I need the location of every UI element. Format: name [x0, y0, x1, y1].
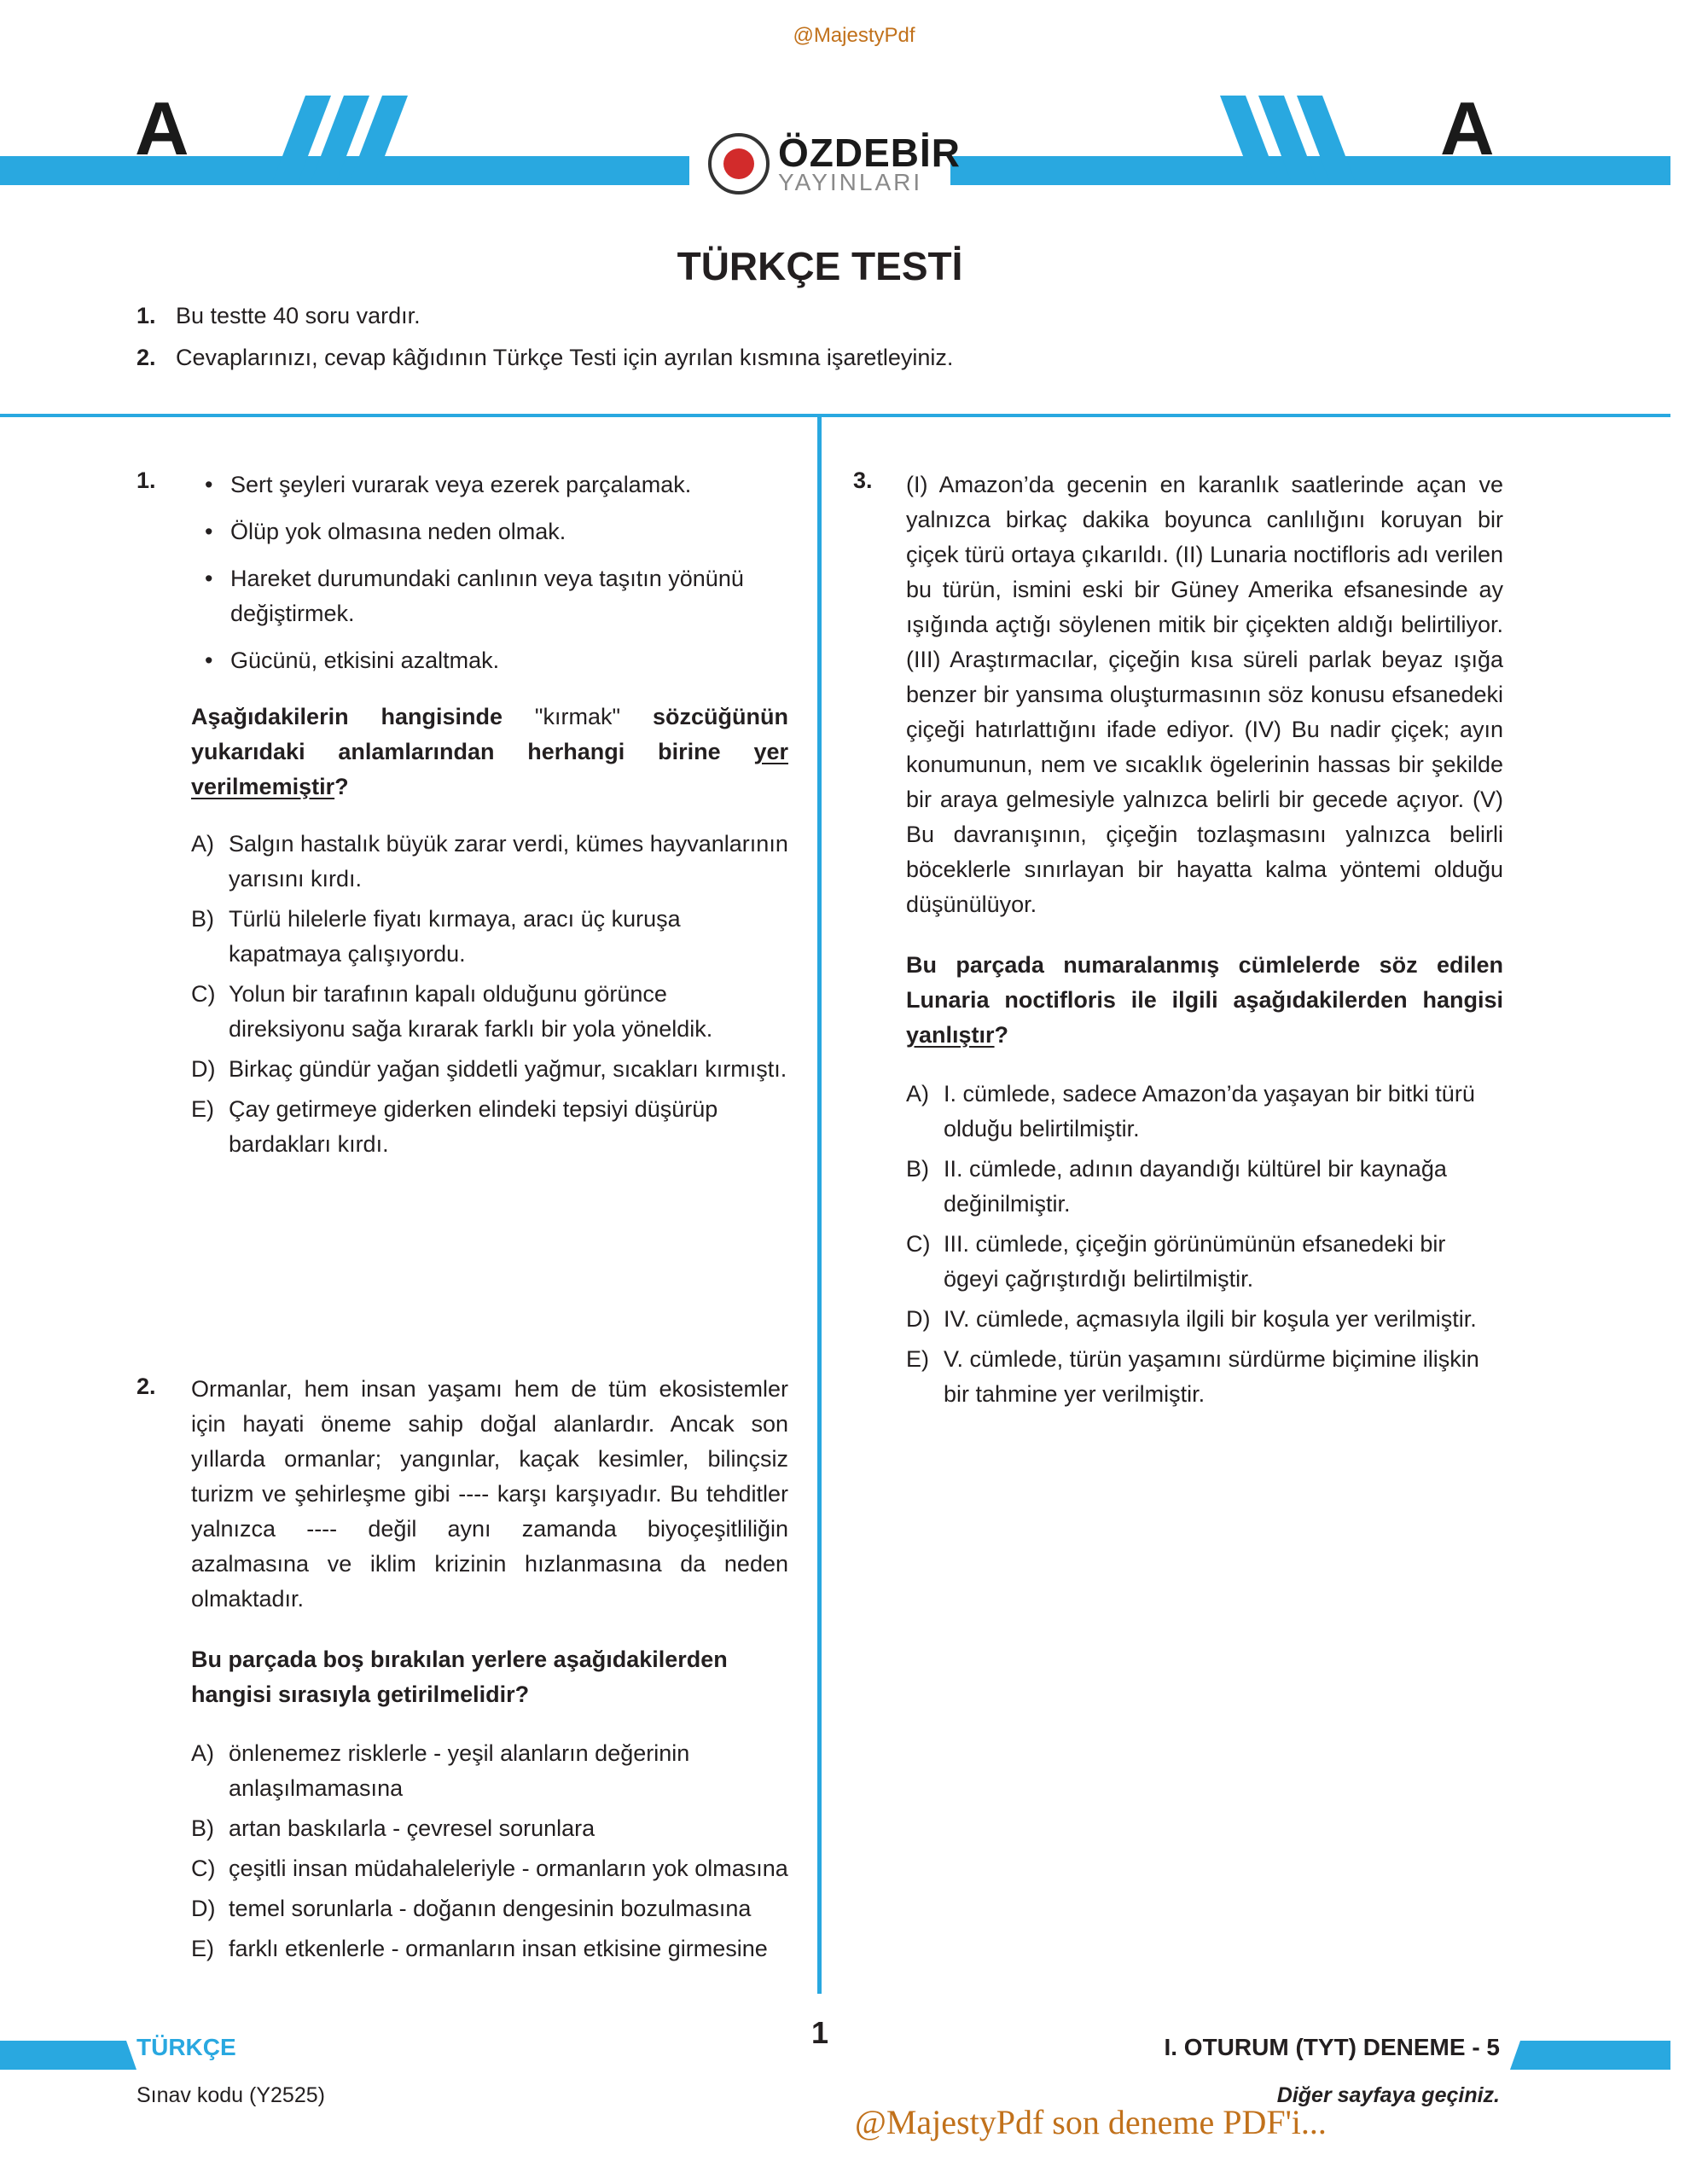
footer-subject: TÜRKÇE [137, 2034, 236, 2060]
q2-option-a: A) önlenemez risklerle - yeşil alanların değerinin anlaşılmamasına [191, 1740, 690, 1801]
watermark-top: @MajestyPdf [793, 24, 915, 47]
q1-bullet: • Gücünü, etkisini azaltmak. [205, 643, 785, 678]
instruction-num: 1. [137, 303, 156, 328]
q3-option-c: C) III. cümlede, çiçeğin görünümünün efsanedeki bir ögeyi çağrıştırdığı belirtilmiştir. [906, 1231, 1446, 1292]
instruction-num: 2. [137, 345, 156, 370]
column-divider [817, 415, 822, 1994]
instruction-text: Cevaplarınızı, cevap kâğıdının Türkçe Testi için ayrılan kısmına işaretleyiniz. [176, 345, 954, 370]
q2-option-e: E) farklı etkenlerle - ormanların insan etkisine girmesine [191, 1936, 768, 1961]
q3-option-e: E) V. cümlede, türün yaşamını sürdürme biçimine ilişkin bir tahmine yer verilmiştir. [906, 1346, 1479, 1407]
q1-option-c: C) Yolun bir tarafının kapalı olduğunu görünce direksiyonu sağa kırarak farklı bir yola yöneldik. [191, 981, 713, 1042]
footer-session: I. OTURUM (TYT) DENEME - 5 [1164, 2034, 1500, 2060]
booklet-letter-right: A [1440, 86, 1495, 171]
instruction-text: Bu testte 40 soru vardır. [176, 303, 421, 328]
q2-passage: Ormanlar, hem insan yaşamı hem de tüm ekosistemler için hayati öneme sahip doğal alanlardır. Ancak son yıllarda ormanlar; yangınlar, kaçak kesimler, bilinçsiz turizm ve şehirleşme gibi ---- karşı karşıyadır. Bu tehditler yalnızca ---- değil aynı zamanda biyoçeşitliliğin azalmasına ve iklim krizinin hızlanmasına da neden olmaktadır. [191, 1376, 788, 1612]
q1-bullet: • Sert şeyleri vurarak veya ezerek parçalamak. [205, 468, 785, 502]
header-stripes-left-icon [271, 96, 416, 185]
q3-option-a: A) I. cümlede, sadece Amazon’da yaşayan bir bitki türü olduğu belirtilmiştir. [906, 1081, 1475, 1141]
q1-bullets [205, 468, 785, 690]
booklet-letter-left: A [135, 86, 189, 171]
q1-stem: Aşağıdakilerin hangisinde "kırmak" sözcüğünün yukarıdaki anlamlarından herhangi birine yer verilmemiştir? [191, 704, 788, 799]
exam-code: Sınav kodu (Y2525) [137, 2083, 325, 2107]
q2-number: 2. [137, 1374, 156, 1399]
q2-option-b: B) artan baskılarla - çevresel sorunlara [191, 1815, 595, 1841]
q3-option-d: D) IV. cümlede, açmasıyla ilgili bir koşula yer verilmiştir. [906, 1306, 1477, 1332]
q1-option-e: E) Çay getirmeye giderken elindeki tepsiyi düşürüp bardakları kırdı. [191, 1096, 718, 1157]
q1-bullet: • Hareket durumundaki canlının veya taşıtın yönünü değiştirmek. [205, 561, 785, 631]
watermark-bottom: @MajestyPdf son deneme PDF'i... [855, 2103, 1327, 2141]
q2-option-d: D) temel sorunlarla - doğanın dengesinin bozulmasına [191, 1896, 752, 1921]
q2-body [191, 1372, 788, 1972]
publisher-logo [708, 130, 961, 198]
q3-option-b: B) II. cümlede, adının dayandığı kültürel bir kaynağa değinilmiştir. [906, 1156, 1447, 1217]
q1-body [191, 700, 788, 1167]
page-title: TÜRKÇE TESTİ [677, 244, 963, 288]
instruction-2 [137, 345, 953, 371]
publisher-seal-icon [708, 133, 770, 195]
q1-option-a: A) Salgın hastalık büyük zarar verdi, kümes hayvanlarının yarısını kırdı. [191, 831, 788, 892]
q3-passage: (I) Amazon’da gecenin en karanlık saatlerinde açan ve yalnızca birkaç dakika boyunca canlılığını koruyan bir çiçek türü ortaya çıkarıldı. (II) Lunaria noctifloris adı verilen bu türün, ismini eski bir Güney Amerika efsanesinde ay ışığında açtığı söylenen mitik bir çiçekten aldığı belirtiliyor. (III) Araştırmacılar, çiçeğin kısa süreli parlak beyaz ışığa benzer bir yansıma oluşturmasının söz konusu efsanedeki çiçeği hatırlattığını ifade ediyor. (IV) Bu nadir çiçek; ayın konumunun, nem ve sıcaklık ögelerinin hassas bir şekilde bir araya gelmesiyle yalnızca belirli bir gecede açıyor. (V) Bu davranışının, çiçeğin tozlaşmasını yalnızca belirli böceklerle sınırlayan bir hayatta kalma yöntemi olduğu düşünülüyor. [906, 472, 1503, 917]
q1-bullet: • Ölüp yok olmasına neden olmak. [205, 514, 785, 549]
header-divider [0, 414, 1670, 417]
q3-body [906, 468, 1503, 1417]
q2-option-c: C) çeşitli insan müdahaleleriyle - ormanların yok olmasına [191, 1856, 788, 1881]
q1-number: 1. [137, 468, 156, 493]
q3-number: 3. [853, 468, 873, 493]
q1-option-d: D) Birkaç gündür yağan şiddetli yağmur, sıcakları kırmıştı. [191, 1056, 787, 1082]
publisher-name: ÖZDEBİR [778, 131, 961, 175]
publisher-sub: YAYINLARI [778, 169, 923, 195]
instruction-1 [137, 303, 421, 329]
header-stripes-right-icon [1220, 96, 1365, 185]
q3-stem: Bu parçada numaralanmış cümlelerde söz edilen Lunaria noctifloris ile ilgili aşağıdakilerden hangisi yanlıştır? [906, 952, 1503, 1048]
q2-stem: Bu parçada boş bırakılan yerlere aşağıdakilerden hangisi sırasıyla getirilmelidir? [191, 1647, 728, 1707]
q1-option-b: B) Türlü hilelerle fiyatı kırmaya, aracı üç kuruşa kapatmaya çalışıyordu. [191, 906, 681, 967]
next-page-note: Diğer sayfaya geçiniz. [1276, 2083, 1500, 2107]
page-number: 1 [810, 2015, 829, 2050]
